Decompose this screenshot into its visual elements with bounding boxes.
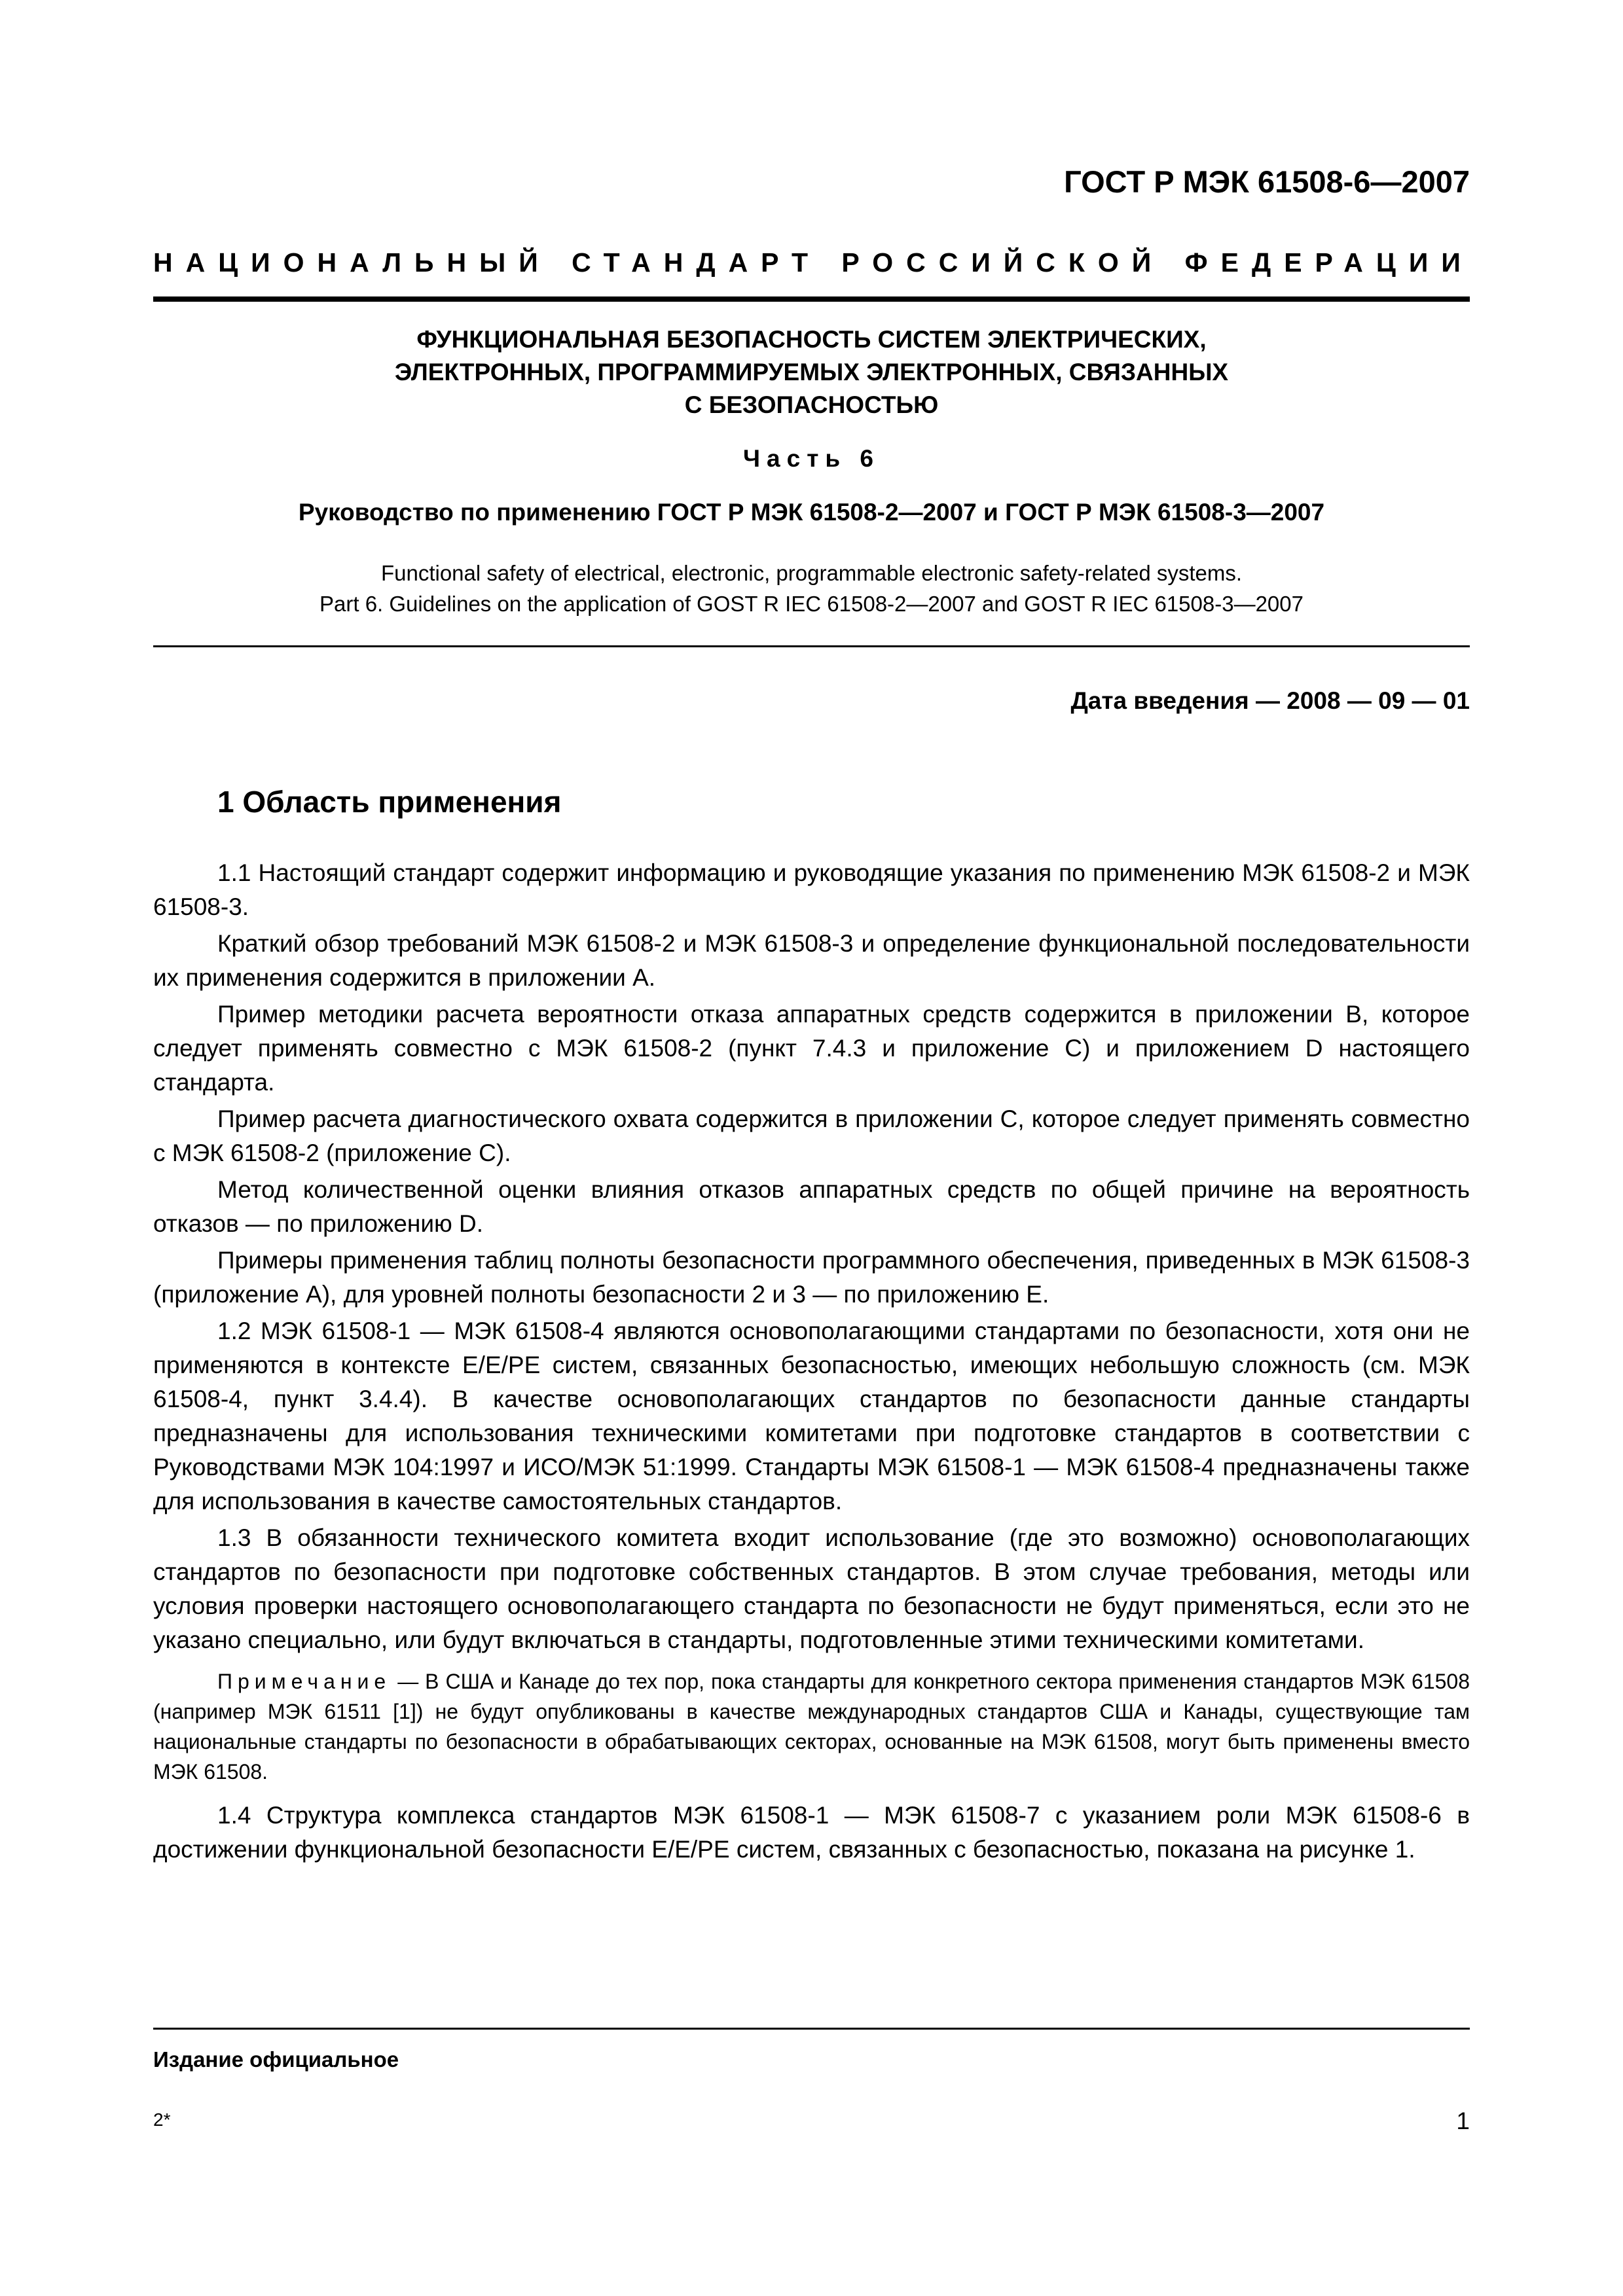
english-title-line-2: Part 6. Guidelines on the application of GOST R IEC 61508-2—2007 and GOST R IEC 61508-3—2007	[319, 592, 1304, 616]
note-text: — В США и Канаде до тех пор, пока стандарты для конкретного сектора применения стандартов МЭК 61508 (например МЭК 61511 [1]) не будут опубликованы в качестве международных стандартов США и Канады, существующие там национальные стандарты по безопасности в обрабатывающих секторах, основанные на МЭК 61508, могут быть применены вместо МЭК 61508.	[153, 1670, 1470, 1784]
english-title-line-1: Functional safety of electrical, electronic, programmable electronic safety-related systems.	[380, 561, 1243, 585]
introduction-date: Дата введения — 2008 — 09 — 01	[1070, 687, 1470, 714]
sheet-mark: 2*	[153, 2109, 171, 2130]
main-title	[153, 323, 1470, 422]
paragraph: 1.2 МЭК 61508-1 — МЭК 61508-4 являются основополагающими стандартами по безопасности, хотя они не применяются в контексте Е/Е/РЕ систем, связанных безопасностью, имеющих небольшую сложность (см. МЭК 61508-4, пункт 3.4.4). В качестве основополагающих стандартов по безопасности данные стандарты предназначены для использования техническими комитетами при подготовке стандартов в соответствии с Руководствами МЭК 104:1997 и ИСО/МЭК 51:1999. Стандарты МЭК 61508-1 — МЭК 61508-4 предназначены также для использования в качестве самостоятельных стандартов.	[153, 1318, 1470, 1515]
document-number: ГОСТ Р МЭК 61508-6—2007	[1064, 164, 1470, 199]
paragraph: Метод количественной оценки влияния отказов аппаратных средств по общей причине на вероятность отказов — по приложению D.	[153, 1176, 1470, 1237]
main-title-line-1: ФУНКЦИОНАЛЬНАЯ БЕЗОПАСНОСТЬ СИСТЕМ ЭЛЕКТРИЧЕСКИХ,	[416, 326, 1207, 353]
footer-divider	[153, 2028, 1470, 2030]
paragraph: 1.4 Структура комплекса стандартов МЭК 61508-1 — МЭК 61508-7 с указанием роли МЭК 61508-6 в достижении функциональной безопасности Е/Е/РЕ систем, связанных с безопасностью, показана на рисунке 1.	[153, 1802, 1470, 1863]
section-body	[153, 856, 1470, 1869]
paragraph: 1.3 В обязанности технического комитета входит использование (где это возможно) основополагающих стандартов по безопасности при подготовке собственных стандартов. В этом случае требования, методы или условия проверки настоящего основополагающего стандарта по безопасности не будут применяться, если это не указано специально, или будут включаться в стандарты, подготовленные этими техническими комитетами.	[153, 1524, 1470, 1653]
edition-label: Издание официальное	[153, 2047, 399, 2072]
main-title-line-3: С БЕЗОПАСНОСТЬЮ	[684, 391, 939, 418]
paragraph: 1.1 Настоящий стандарт содержит информацию и руководящие указания по применению МЭК 61508-2 и МЭК 61508-3.	[153, 859, 1470, 920]
section-heading: 1 Область применения	[217, 785, 562, 819]
paragraph: Краткий обзор требований МЭК 61508-2 и МЭК 61508-3 и определение функциональной последовательности их применения содержится в приложении А.	[153, 930, 1470, 991]
national-standard-title: НАЦИОНАЛЬНЫЙ СТАНДАРТ РОССИЙСКОЙ ФЕДЕРАЦИИ	[153, 247, 1474, 278]
english-title	[153, 558, 1470, 619]
page-number: 1	[1456, 2108, 1470, 2134]
paragraph: Примеры применения таблиц полноты безопасности программного обеспечения, приведенных в МЭК 61508-3 (приложение А), для уровней полноты безопасности 2 и 3 — по приложению Е.	[153, 1247, 1470, 1308]
main-title-line-2: ЭЛЕКТРОННЫХ, ПРОГРАММИРУЕМЫХ ЭЛЕКТРОННЫХ, СВЯЗАННЫХ	[394, 359, 1229, 386]
title-divider	[153, 645, 1470, 647]
paragraph: Пример методики расчета вероятности отказа аппаратных средств содержится в приложении В, которое следует применять совместно с МЭК 61508-2 (пункт 7.4.3 и приложение С) и приложением D настоящего стандарта.	[153, 1001, 1470, 1096]
part-label: Часть 6	[743, 445, 880, 472]
header-divider	[153, 296, 1470, 302]
note	[153, 1666, 1470, 1787]
paragraph: Пример расчета диагностического охвата содержится в приложении С, которое следует применять совместно с МЭК 61508-2 (приложение С).	[153, 1105, 1470, 1166]
note-label: Примечание	[217, 1670, 392, 1693]
subtitle: Руководство по применению ГОСТ Р МЭК 61508-2—2007 и ГОСТ Р МЭК 61508-3—2007	[298, 499, 1325, 526]
